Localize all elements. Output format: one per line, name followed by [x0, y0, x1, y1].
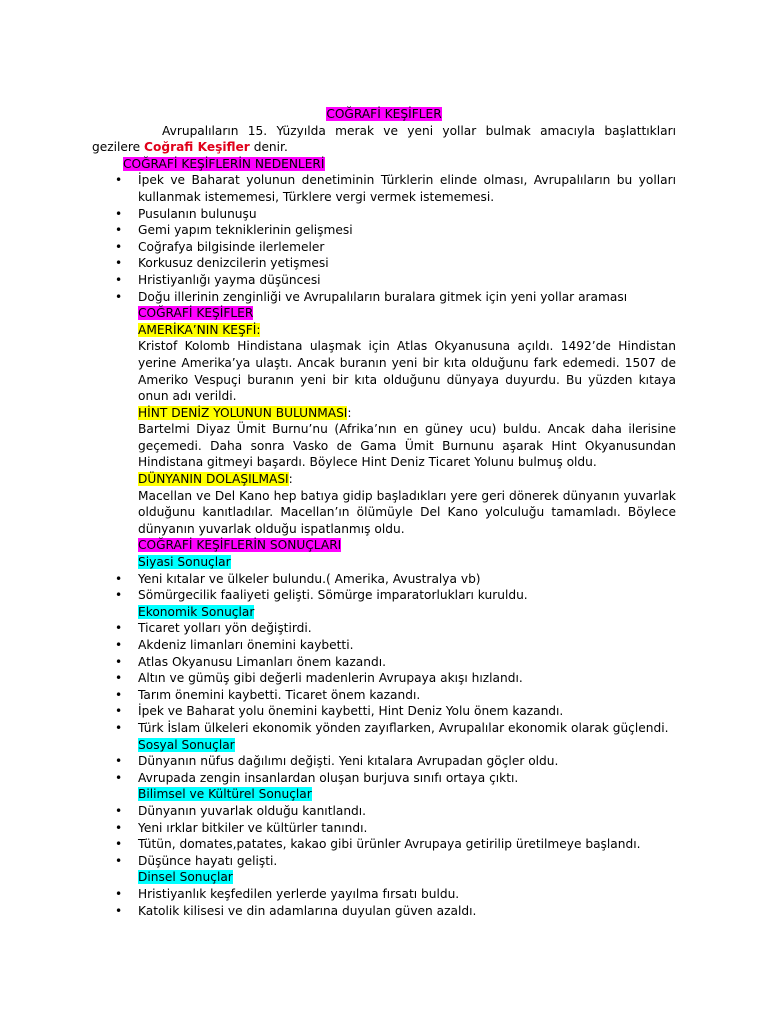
list-item: • Katolik kilisesi ve din adamlarına duyulan güven azaldı.	[138, 903, 676, 920]
list-item: • İpek ve Baharat yolu önemini kaybetti, Hint Deniz Yolu önem kazandı.	[138, 703, 676, 720]
list-item: • Avrupada zengin insanlardan oluşan burjuva sınıfı ortaya çıktı.	[138, 770, 676, 787]
list-item: • Hristiyanlığı yayma düşüncesi	[138, 272, 676, 289]
america-heading: AMERİKA’NIN KEŞFİ:	[138, 322, 261, 337]
list-item: • Yeni kıtalar ve ülkeler bulundu.( Amerika, Avustralya vb)	[138, 571, 676, 588]
list-item: • Sömürgecilik faaliyeti gelişti. Sömürge imparatorlukları kuruldu.	[138, 587, 676, 604]
political-list	[92, 571, 676, 604]
social-list	[92, 753, 676, 786]
scientific-list	[92, 803, 676, 869]
social-heading: Sosyal Sonuçlar	[138, 737, 235, 752]
intro-paragraph	[92, 123, 676, 156]
causes-heading: COĞRAFİ KEŞİFLERİN NEDENLERİ	[123, 156, 325, 171]
circumnavigation-colon: :	[288, 472, 293, 487]
religious-list	[92, 886, 676, 919]
india-heading: HİNT DENİZ YOLUNUN BULUNMASI	[138, 405, 348, 420]
list-item: • İpek ve Baharat yolunun denetiminin Türklerin elinde olması, Avrupalıların bu yolları kullanmak istememesi, Türklere vergi vermek istememesi.	[138, 172, 676, 205]
religious-heading: Dinsel Sonuçlar	[138, 870, 233, 885]
list-item: • Düşünce hayatı gelişti.	[138, 853, 676, 870]
intro-term: Coğrafi Keşifler	[144, 140, 250, 155]
list-item: • Yeni ırklar bitkiler ve kültürler tanındı.	[138, 820, 676, 837]
list-item: • Dünyanın yuvarlak olduğu kanıtlandı.	[138, 803, 676, 820]
list-item: • Atlas Okyanusu Limanları önem kazandı.	[138, 654, 676, 671]
india-colon: :	[347, 405, 352, 420]
intro-text: Avrupalıların 15. Yüzyılda merak ve yeni yollar bulmak amacıyla başlattıkları gezilere	[92, 123, 676, 155]
document-body	[92, 106, 676, 919]
list-item: • Ticaret yolları yön değiştirdi.	[138, 620, 676, 637]
list-item: • Tütün, domates,patates, kakao gibi ürünler Avrupaya getirilip üretilmeye başlandı.	[138, 836, 676, 853]
scientific-heading: Bilimsel ve Kültürel Sonuçlar	[138, 787, 312, 802]
document-title: COĞRAFİ KEŞİFLER	[326, 107, 442, 121]
intro-tail: denir.	[249, 140, 288, 155]
discoveries-section	[92, 305, 676, 571]
list-item: • Doğu illerinin zenginliği ve Avrupalıların buralara gitmek için yeni yollar araması	[138, 289, 676, 306]
discoveries-heading: COĞRAFİ KEŞİFLER	[138, 306, 254, 321]
economic-list	[92, 620, 676, 736]
political-heading: Siyasi Sonuçlar	[138, 555, 231, 570]
india-text: Bartelmi Diyaz Ümit Burnu’nu (Afrika’nın en güney ucu) buldu. Ancak daha ilerisine geçemedi. Daha sonra Vasko de Gama Ümit Burnunu aşarak Hint Okyanusundan Hindistana gitmeyi başardı. Böylece Hint Deniz Ticaret Yolunu bulmuş oldu.	[138, 422, 676, 470]
circumnavigation-text: Macellan ve Del Kano hep batıya gidip başladıkları yere geri dönerek dünyanın yuvarlak olduğunu kanıtladılar. Macellan’ın ölümüyle Del Kano yolculuğu tamamladı. Böylece dünyanın yuvarlak olduğu ispatlanmış oldu.	[138, 488, 676, 536]
list-item: • Gemi yapım tekniklerinin gelişmesi	[138, 222, 676, 239]
list-item: • Dünyanın nüfus dağılımı değişti. Yeni kıtalara Avrupadan göçler oldu.	[138, 753, 676, 770]
economic-heading: Ekonomik Sonuçlar	[138, 604, 255, 619]
list-item: • Akdeniz limanları önemini kaybetti.	[138, 637, 676, 654]
list-item: • Korkusuz denizcilerin yetişmesi	[138, 255, 676, 272]
list-item: • Coğrafya bilgisinde ilerlemeler	[138, 239, 676, 256]
list-item: • Pusulanın bulunuşu	[138, 206, 676, 223]
america-text: Kristof Kolomb Hindistana ulaşmak için Atlas Okyanusuna açıldı. 1492’de Hindistan yerine Amerika’ya ulaştı. Ancak buranın yeni bir kıta olduğunu fark edemedi. 1507 de Ameriko Vespuçi buranın yeni bir kıta olduğunu dünyaya duyurdu. Bu yüzden kıtaya onun adı verildi.	[138, 339, 676, 404]
causes-list	[92, 172, 676, 305]
circumnavigation-heading: DÜNYANIN DOLAŞILMASI	[138, 472, 289, 487]
list-item: • Altın ve gümüş gibi değerli madenlerin Avrupaya akışı hızlandı.	[138, 670, 676, 687]
title-line	[92, 106, 676, 123]
causes-heading-line	[92, 156, 676, 173]
list-item: • Tarım önemini kaybetti. Ticaret önem kazandı.	[138, 687, 676, 704]
list-item: • Hristiyanlık keşfedilen yerlerde yayılma fırsatı buldu.	[138, 886, 676, 903]
list-item: • Türk İslam ülkeleri ekonomik yönden zayıflarken, Avrupalılar ekonomik olarak güçlendi.	[138, 720, 676, 737]
results-heading: COĞRAFİ KEŞİFLERİN SONUÇLARI	[138, 538, 342, 553]
